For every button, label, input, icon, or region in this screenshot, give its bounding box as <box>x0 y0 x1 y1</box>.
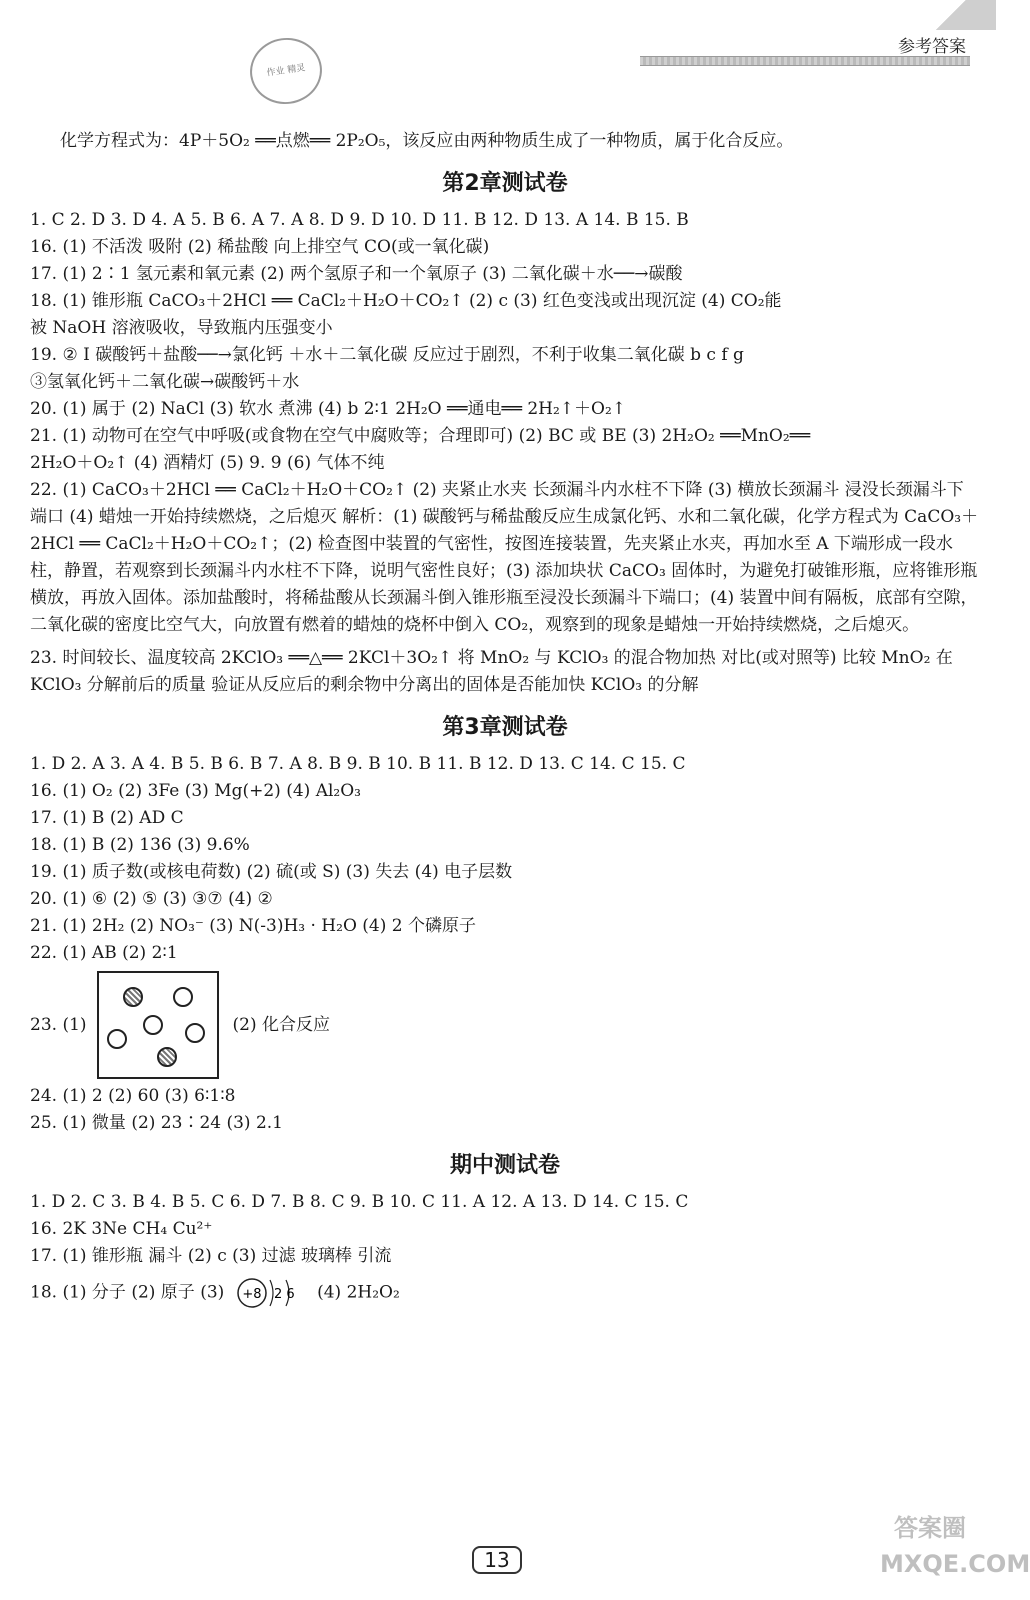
ch2-line: 16. (1) 不活泼 吸附 (2) 稀盐酸 向上排空气 CO(或一氧化碳) <box>30 237 490 257</box>
stamp-logo <box>246 33 326 108</box>
ch2-line: 19. ② Ⅰ 碳酸钙＋盐酸──→氯化钙 ＋水＋二氧化碳 反应过于剧烈，不利于收集二氧化碳 b c f g <box>30 345 744 365</box>
page-header <box>0 0 996 80</box>
ch2-title: 第2章测试卷 <box>442 171 568 196</box>
hollow-atom <box>173 987 193 1007</box>
ch2-line: 18. (1) 锥形瓶 CaCO₃＋2HCl ══ CaCl₂＋H₂O＋CO₂↑ (2) c (3) 红色变浅或出现沉淀 (4) CO₂能 <box>30 291 782 311</box>
ch3-line: 24. (1) 2 (2) 60 (3) 6∶1∶8 <box>30 1086 236 1106</box>
ch2-lines <box>30 207 980 477</box>
ch3-q23-row <box>30 971 980 1079</box>
ch2-line: 17. (1) 2∶1 氢元素和氧元素 (2) 两个氢原子和一个氧原子 (3) 二氧化碳＋水──→碳酸 <box>30 264 683 284</box>
electron-counts: 2 6 <box>273 1287 295 1302</box>
ch2-q23: 23. 时间较长、温度较高 2KClO₃ ══△══ 2KCl＋3O₂↑ 将 MnO₂ 与 KClO₃ 的混合物加热 对比(或对照等) 比较 MnO₂ 在 KClO₃ 分解前后的质量 验证从反应后的剩余物中分离出的固体是否能加快 KClO₃ 的分解 <box>30 648 953 695</box>
midterm-line: 1. D 2. C 3. B 4. B 5. C 6. D 7. B 8. C 9. B 10. C 11. A 12. A 13. D 14. C 15. C <box>30 1192 689 1212</box>
hollow-atom <box>107 1029 127 1049</box>
ch3-line: 18. (1) B (2) 136 (3) 9.6% <box>30 835 250 855</box>
ch3-q23-suffix: (2) 化合反应 <box>232 1014 331 1035</box>
ch3-q23-prefix: 23. (1) <box>30 1014 87 1035</box>
ch2-line: 1. C 2. D 3. D 4. A 5. B 6. A 7. A 8. D 9. D 10. D 11. B 12. D 13. A 14. B 15. B <box>30 210 689 230</box>
header-label: 参考答案 <box>898 37 966 57</box>
header-decorative-rule <box>640 56 970 66</box>
midterm-q18-suffix: (4) 2H₂O₂ <box>317 1282 400 1303</box>
ch3-line: 21. (1) 2H₂ (2) NO₃⁻ (3) N(-3)H₃ · H₂O (4) 2 个磷原子 <box>30 916 476 936</box>
ch3-line: 17. (1) B (2) AD C <box>30 808 184 828</box>
header-corner-decoration <box>926 0 996 30</box>
intro-line: 化学方程式为：4P＋5O₂ ══点燃══ 2P₂O₅，该反应由两种物质生成了一种物质，属于化合反应。 <box>60 131 794 151</box>
nucleus-charge: +8 <box>242 1287 262 1302</box>
answer-content <box>30 128 980 1310</box>
molecule-diagram <box>97 971 219 1079</box>
ch3-line: 1. D 2. A 3. A 4. B 5. B 6. B 7. A 8. B 9. B 10. B 11. B 12. D 13. C 14. C 15. C <box>30 754 686 774</box>
ch3-line: 22. (1) AB (2) 2∶1 <box>30 943 178 963</box>
midterm-q18 <box>30 1276 980 1310</box>
midterm-q18-prefix: 18. (1) 分子 (2) 原子 (3) <box>30 1282 225 1303</box>
midterm-title: 期中测试卷 <box>449 1153 560 1178</box>
stamp-text: 作业 精灵 <box>265 62 306 79</box>
ch3-line: 19. (1) 质子数(或核电荷数) (2) 硫(或 S) (3) 失去 (4) 电子层数 <box>30 862 513 882</box>
ch2-line: 被 NaOH 溶液吸收，导致瓶内压强变小 <box>30 318 333 338</box>
midterm-line: 16. 2K 3Ne CH₄ Cu²⁺ <box>30 1219 213 1239</box>
hollow-atom <box>143 1015 163 1035</box>
ch2-q22: 22. (1) CaCO₃＋2HCl ══ CaCl₂＋H₂O＋CO₂↑ (2) 夹紧止水夹 长颈漏斗内水柱不下降 (3) 横放长颈漏斗 浸没长颈漏斗下端口 (4) 蜡烛一开始持续燃烧，之后熄灭 解析：(1) 碳酸钙与稀盐酸反应生成氯化钙、水和二氧化碳，化学方程式为 CaCO₃＋2HCl ══ CaCl₂＋H₂O＋CO₂↑；(2) 检查图中装置的气密性，按图连接装置，先夹紧止水夹，再加水至 A 下端形成一段水柱，静置，若观察到长颈漏斗内水柱不下降，说明气密性良好；(3) 添加块状 CaCO₃ 固体时，为避免打破锥形瓶，应将锥形瓶横放，再放入固体。添加盐酸时，将稀盐酸从长颈漏斗倒入锥形瓶至浸没长颈漏斗下端口；(4) 装置中间有隔板，底部有空隙，二氧化碳的密度比空气大，向放置有燃着的蜡烛的烧杯中倒入 CO₂，观察到的现象是蜡烛一开始持续燃烧，之后熄灭。 <box>30 480 979 635</box>
ch3-line: 16. (1) O₂ (2) 3Fe (3) Mg(+2) (4) Al₂O₃ <box>30 781 361 801</box>
midterm-line: 17. (1) 锥形瓶 漏斗 (2) c (3) 过滤 玻璃棒 引流 <box>30 1246 392 1266</box>
ch2-line: 2H₂O＋O₂↑ (4) 酒精灯 (5) 9. 9 (6) 气体不纯 <box>30 453 385 473</box>
ch2-line: 21. (1) 动物可在空气中呼吸(或食物在空气中腐败等；合理即可) (2) BC 或 BE (3) 2H₂O₂ ══MnO₂══ <box>30 426 811 446</box>
ch2-line: ③氢氧化钙＋二氧化碳→碳酸钙＋水 <box>30 372 300 392</box>
shaded-atom <box>157 1047 177 1067</box>
page-number: 13 <box>452 1540 542 1580</box>
ch3-line: 20. (1) ⑥ (2) ⑤ (3) ③⑦ (4) ② <box>30 889 273 909</box>
ch2-line: 20. (1) 属于 (2) NaCl (3) 软水 煮沸 (4) b 2∶1 2H₂O ══通电══ 2H₂↑＋O₂↑ <box>30 399 627 419</box>
ch3-line: 25. (1) 微量 (2) 23∶24 (3) 2.1 <box>30 1113 283 1133</box>
ch3-title: 第3章测试卷 <box>442 715 568 740</box>
shaded-atom <box>123 987 143 1007</box>
watermark-logo: 答案圈 MXQE.COM <box>880 1514 1030 1578</box>
hollow-atom <box>185 1023 205 1043</box>
atom-structure-diagram <box>236 1276 306 1310</box>
